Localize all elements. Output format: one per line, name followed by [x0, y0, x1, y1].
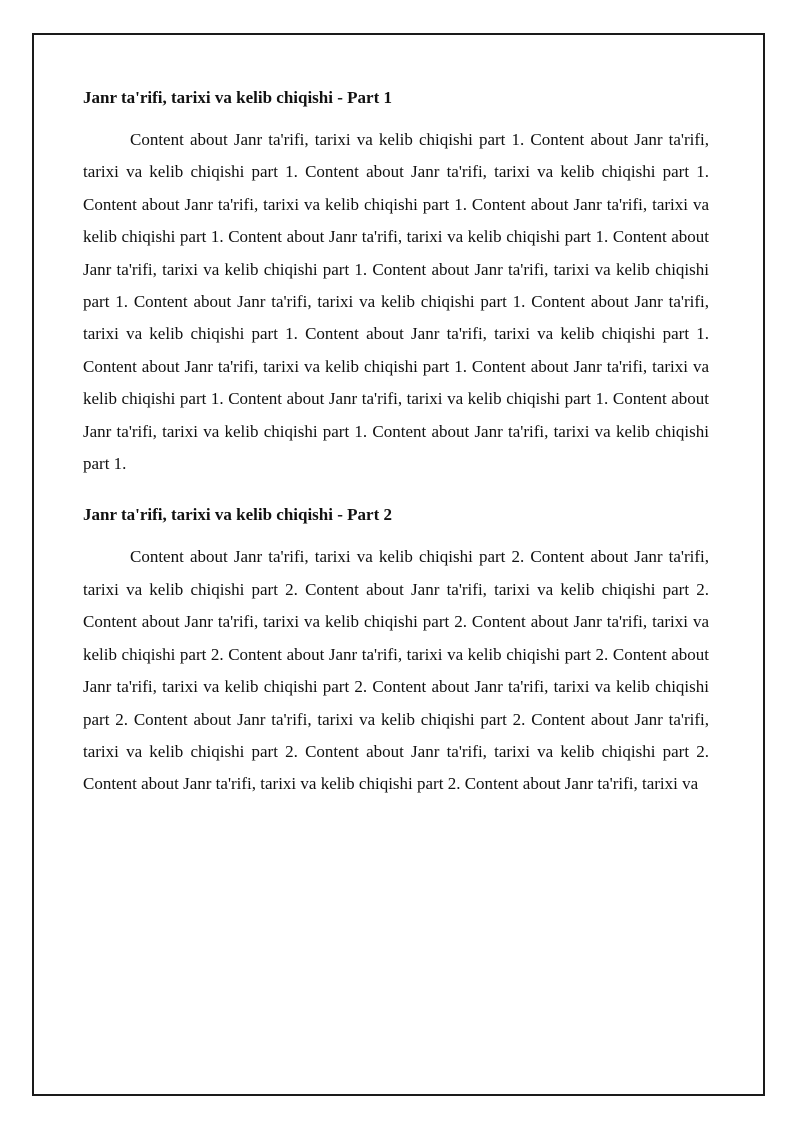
section-heading: Janr ta'rifi, tarixi va kelib chiqishi - Part 1 [83, 88, 392, 107]
section-paragraph: Content about Janr ta'rifi, tarixi va kelib chiqishi part 2. Content about Janr ta'rifi, tarixi va kelib chiqishi part 2. Content about Janr ta'rifi, tarixi va kelib chiqishi part 2. Content about Janr ta'rifi, tarixi va kelib chiqishi part 2. Content about Janr ta'rifi, tarixi va kelib chiqishi part 2. Content about Janr ta'rifi, tarixi va kelib chiqishi part 2. Content about Janr ta'rifi, tarixi va kelib chiqishi part 2. Content about Janr ta'rifi, tarixi va kelib chiqishi part 2. Content about Janr ta'rifi, tarixi va kelib chiqishi part 2. Content about Janr ta'rifi, tarixi va kelib chiqishi part 2. Content about Janr ta'rifi, tarixi va kelib chiqishi part 2. Content about Janr ta'rifi, tarixi va kelib chiqishi part 2. Content about Janr ta'rifi, tarixi va [83, 547, 709, 794]
section-heading: Janr ta'rifi, tarixi va kelib chiqishi - Part 2 [83, 505, 392, 525]
section-part-1 [83, 86, 709, 480]
section-part-2 [83, 503, 709, 800]
section-paragraph: Content about Janr ta'rifi, tarixi va kelib chiqishi part 1. Content about Janr ta'rifi, tarixi va kelib chiqishi part 1. Content about Janr ta'rifi, tarixi va kelib chiqishi part 1. Content about Janr ta'rifi, tarixi va kelib chiqishi part 1. Content about Janr ta'rifi, tarixi va kelib chiqishi part 1. Content about Janr ta'rifi, tarixi va kelib chiqishi part 1. Content about Janr ta'rifi, tarixi va kelib chiqishi part 1. Content about Janr ta'rifi, tarixi va kelib chiqishi part 1. Content about Janr ta'rifi, tarixi va kelib chiqishi part 1. Content about Janr ta'rifi, tarixi va kelib chiqishi part 1. Content about Janr ta'rifi, tarixi va kelib chiqishi part 1. Content about Janr ta'rifi, tarixi va kelib chiqishi part 1. Content about Janr ta'rifi, tarixi va kelib chiqishi part 1. Content about Janr ta'rifi, tarixi va kelib chiqishi part 1. Content about Janr ta'rifi, tarixi va kelib chiqishi part 1. Content about Janr ta'rifi, tarixi va kelib chiqishi part 1. [83, 130, 709, 474]
document-content [83, 86, 709, 801]
